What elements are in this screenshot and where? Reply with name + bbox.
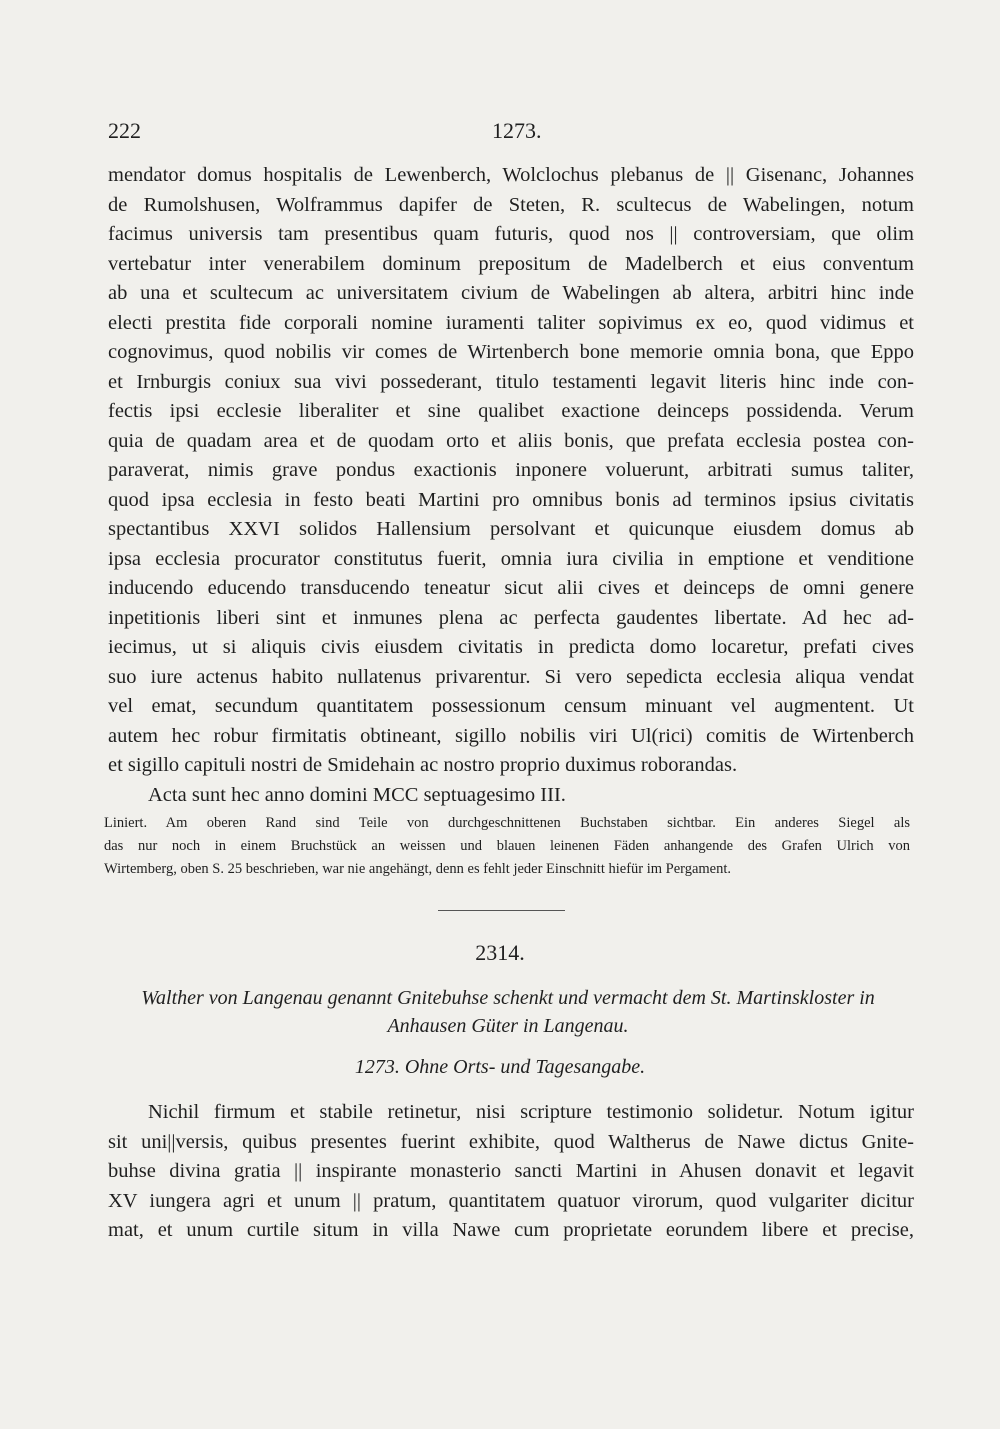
running-head <box>108 118 900 148</box>
text-line: fectis ipsi ecclesie liberaliter et sine qualibet exactione deinceps possidenda. Verum <box>108 400 914 422</box>
text-line: inpetitionis liberi sint et inmunes plena ac perfecta gaudentes libertate. Ad hec ad- <box>108 606 914 629</box>
text-line-dating-clause: Acta sunt hec anno domini MCC septuagesimo III. <box>148 783 566 806</box>
text-line: iecimus, ut si aliquis civis eiusdem civitatis in predicta domo locaretur, prefati cives <box>108 636 914 658</box>
regest-line: Walther von Langenau genannt Gnitebuhse schenkt und vermacht dem St. Martinskloster in <box>141 987 875 1009</box>
text-line: facimus universis tam presentibus quam futuris, quod nos || controversiam, que olim <box>108 223 914 245</box>
text-line: buhse divina gratia || inspirante monasterio sancti Martini in Ahusen donavit et legavit <box>108 1160 914 1182</box>
text-line: ab una et scultecum ac universitatem civium de Wabelingen ab altera, arbitri hinc inde <box>108 282 914 304</box>
continuation-text <box>108 161 914 810</box>
running-head-year: 1273. <box>492 118 542 143</box>
document-number: 2314. <box>475 940 525 965</box>
regest-line: Anhausen Güter in Langenau. <box>387 1015 629 1037</box>
page-number: 222 <box>108 118 141 143</box>
note-line: das nur noch in einem Bruchstück an weissen und blauen leinenen Fäden anhangende des Grafen Ulrich von <box>104 838 910 854</box>
document-text <box>108 1098 914 1246</box>
text-line: cognovimus, quod nobilis vir comes de Wirtenberch bone memorie omnia bona, que Eppo <box>108 341 914 363</box>
text-line: et Irnburgis coniux sua vivi possederant, titulo testamenti legavit literis hinc inde con- <box>108 370 914 393</box>
text-line: ipsa ecclesia procurator constitutus fuerit, omnia iura civilia in emptione et venditione <box>108 547 914 570</box>
text-line: inducendo educendo transducendo teneatur sicut alii cives et deinceps de omni genere <box>108 577 914 599</box>
text-line: electi prestita fide corporali nomine iuramenti taliter sopivimus ex eo, quod vidimus et <box>108 311 914 334</box>
section-divider <box>438 910 565 911</box>
text-line: sit uni||versis, quibus presentes fuerint exhibite, quod Waltherus de Nawe dictus Gnite- <box>108 1130 914 1153</box>
document-regest <box>108 984 908 1040</box>
text-line: Nichil firmum et stabile retinetur, nisi scripture testimonio solidetur. Notum igitur <box>148 1101 914 1123</box>
text-line: suo iure actenus habito nullatenus privarentur. Si vero sepedicta ecclesia aliqua vendat <box>108 665 914 688</box>
text-line: mat, et unum curtile situm in villa Nawe cum proprietate eorundem libere et precise, <box>108 1219 914 1241</box>
text-line: quia de quadam area et de quodam orto et aliis bonis, que prefata ecclesia postea con- <box>108 429 914 452</box>
text-line: autem hec robur firmitatis obtineant, sigillo nobilis viri Ul(rici) comitis de Wirtenberch <box>108 724 914 747</box>
text-line: quod ipsa ecclesia in festo beati Martini pro omnibus bonis ad terminos ipsius civitatis <box>108 488 914 511</box>
text-line: vel emat, secundum quantitatem possessionum censum minuant vel augmentent. Ut <box>108 695 914 717</box>
document-dating: 1273. Ohne Orts- und Tagesangabe. <box>354 1056 646 1078</box>
note-line: Wirtemberg, oben S. 25 beschrieben, war nie angehängt, denn es fehlt jeder Einschnitt hiefür im Pergament. <box>104 861 732 877</box>
text-line: de Rumolshusen, Wolframmus dapifer de Steten, R. scultecus de Wabelingen, notum <box>108 193 914 216</box>
text-line: paraverat, nimis grave pondus exactionis inponere voluerunt, arbitrati sumus taliter, <box>108 459 914 481</box>
editorial-note <box>104 812 910 881</box>
text-line: mendator domus hospitalis de Lewenberch, Wolclochus plebanus de || Gisenanc, Johannes <box>108 164 914 186</box>
text-line: et sigillo capituli nostri de Smidehain ac nostro proprio duximus roborandas. <box>108 754 738 776</box>
text-line: vertebatur inter venerabilem dominum prepositum de Madelberch et eius conventum <box>108 252 914 275</box>
text-line: spectantibus XXVI solidos Hallensium persolvant et quicunque eiusdem domus ab <box>108 518 914 540</box>
text-line: XV iungera agri et unum || pratum, quantitatem quatuor virorum, quod vulgariter dicitur <box>108 1189 914 1212</box>
note-line: Liniert. Am oberen Rand sind Teile von durchgeschnittenen Buchstaben sichtbar. Ein anderes Siegel als <box>104 815 910 831</box>
